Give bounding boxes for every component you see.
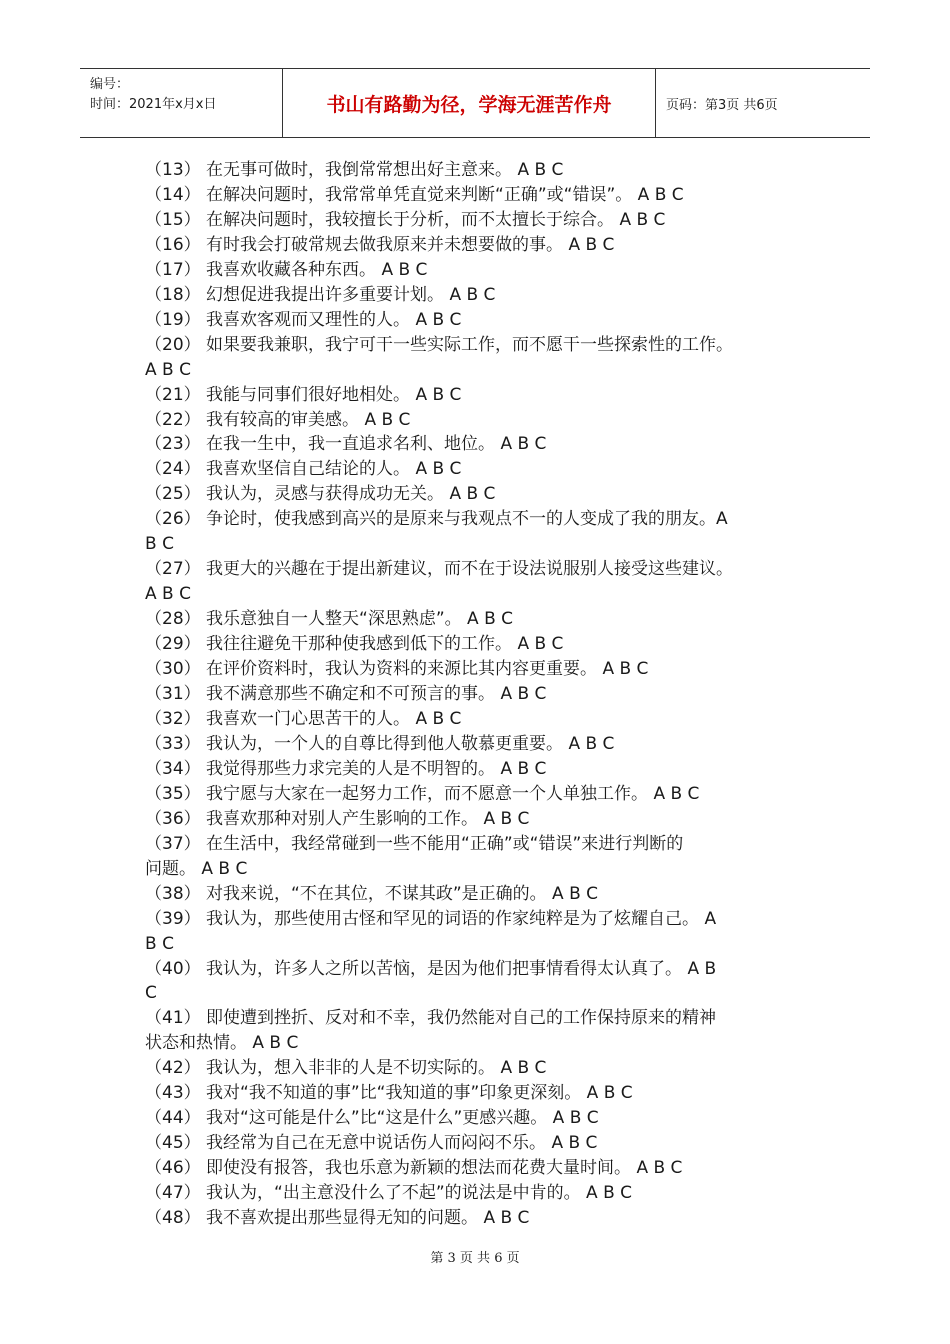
question-line: （25） 我认为，灵感与获得成功无关。 A B C — [145, 484, 496, 505]
question-line: 问题。 A B C — [145, 858, 248, 879]
question-line: （23） 在我一生中，我一直追求名利、地位。 A B C — [145, 434, 547, 455]
question-line: （37） 在生活中，我经常碰到一些不能用“正确”或“错误”来进行判断的 — [145, 833, 684, 854]
header-page-label: 页码：第3页 共6页 — [666, 97, 778, 113]
question-line: （20） 如果要我兼职，我宁可干一些实际工作，而不愿干一些探索性的工作。 — [145, 334, 734, 355]
question-line: C — [145, 983, 157, 1004]
question-line: （32） 我喜欢一门心思苦干的人。 A B C — [145, 708, 462, 729]
date-label: 时间：2021年x月x日 — [90, 97, 217, 112]
question-line: A B C — [145, 584, 191, 605]
question-line: （27） 我更大的兴趣在于提出新建议，而不在于设法说服别人接受这些建议。 — [145, 559, 734, 580]
header-meta — [80, 69, 282, 137]
question-line: （45） 我经常为自己在无意中说话伤人而闷闷不乐。 A B C — [145, 1133, 598, 1154]
question-line: （41） 即使遭到挫折、反对和不幸，我仍然能对自己的工作保持原来的精神 — [145, 1008, 717, 1029]
question-line: （24） 我喜欢坚信自己结论的人。 A B C — [145, 459, 462, 480]
question-line: （15） 在解决问题时，我较擅长于分析，而不太擅长于综合。 A B C — [145, 209, 666, 230]
question-line: （30） 在评价资料时，我认为资料的来源比其内容更重要。 A B C — [145, 659, 649, 680]
question-line: B C — [145, 534, 174, 555]
question-line: A B C — [145, 359, 191, 380]
question-line: （47） 我认为，“出主意没什么了不起”的说法是中肯的。 A B C — [145, 1183, 633, 1204]
question-line: （35） 我宁愿与大家在一起努力工作，而不愿意一个人单独工作。 A B C — [145, 783, 700, 804]
question-line: （40） 我认为，许多人之所以苦恼，是因为他们把事情看得太认真了。 A B — [145, 958, 717, 979]
question-line: （17） 我喜欢收藏各种东西。 A B C — [145, 259, 428, 280]
question-line: B C — [145, 933, 174, 954]
question-line: （46） 即使没有报答，我也乐意为新颖的想法而花费大量时间。 A B C — [145, 1158, 683, 1179]
question-line: （44） 我对“这可能是什么”比“这是什么”更感兴趣。 A B C — [145, 1108, 599, 1129]
page-header — [80, 68, 870, 138]
page-footer: 第 3 页 共 6 页 — [430, 1251, 520, 1266]
question-line: 状态和热情。 A B C — [145, 1033, 299, 1054]
number-label: 编号： — [90, 77, 130, 92]
question-line: （33） 我认为，一个人的自尊比得到他人敬慕更重要。 A B C — [145, 733, 615, 754]
header-motto: 书山有路勤为径，学海无涯苦作舟 — [282, 69, 656, 137]
question-line: （26） 争论时，使我感到高兴的是原来与我观点不一的人变成了我的朋友。A — [145, 509, 728, 530]
question-line: （16） 有时我会打破常规去做我原来并未想要做的事。 A B C — [145, 234, 615, 255]
question-line: （38） 对我来说，“不在其位，不谋其政”是正确的。 A B C — [145, 883, 599, 904]
questionnaire-body — [145, 158, 813, 1231]
question-line: （42） 我认为，想入非非的人是不切实际的。 A B C — [145, 1058, 547, 1079]
question-line: （14） 在解决问题时，我常常单凭直觉来判断“正确”或“错误”。 A B C — [145, 184, 684, 205]
question-line: （13） 在无事可做时，我倒常常想出好主意来。 A B C — [145, 160, 564, 180]
question-line: （43） 我对“我不知道的事”比“我知道的事”印象更深刻。 A B C — [145, 1083, 633, 1104]
question-line: （22） 我有较高的审美感。 A B C — [145, 409, 411, 430]
question-line: （36） 我喜欢那种对别人产生影响的工作。 A B C — [145, 808, 530, 829]
question-line: （34） 我觉得那些力求完美的人是不明智的。 A B C — [145, 758, 547, 779]
question-line: （21） 我能与同事们很好地相处。 A B C — [145, 384, 462, 405]
question-line: （31） 我不满意那些不确定和不可预言的事。 A B C — [145, 684, 547, 705]
question-line: （29） 我往往避免干那种使我感到低下的工作。 A B C — [145, 634, 564, 655]
question-line: （48） 我不喜欢提出那些显得无知的问题。 A B C — [145, 1208, 530, 1229]
question-line: （18） 幻想促进我提出许多重要计划。 A B C — [145, 284, 496, 305]
question-line: （28） 我乐意独自一人整天“深思熟虑”。 A B C — [145, 609, 514, 630]
question-line: （39） 我认为，那些使用古怪和罕见的词语的作家纯粹是为了炫耀自己。 A — [145, 908, 717, 929]
question-line: （19） 我喜欢客观而又理性的人。 A B C — [145, 309, 462, 330]
